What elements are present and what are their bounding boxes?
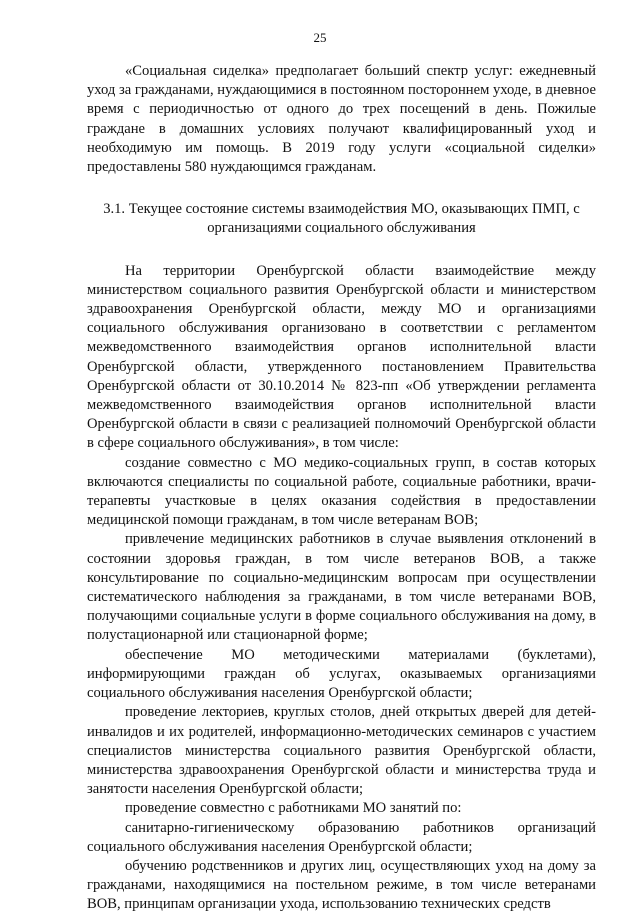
list-item: проведение совместно с работниками МО занятий по: [125, 800, 462, 817]
section-number: 3.1. [103, 201, 126, 218]
section-title: Текущее состояние системы взаимодействия МО, оказывающих ПМП, с организациями социального обслуживания [128, 201, 580, 237]
list-item: обучению родственников и других лиц, осуществляющих уход на дому за гражданами, находящимися на постельном режиме, в том числе ветеранами ВОВ, принципам организации ухода, использованию технических средств [87, 857, 596, 913]
list-item: создание совместно с МО медико-социальных групп, в состав которых включаются специалисты по социальной работе, социальные работники, врачи-терапевты участковые в целях оказания содействия в предоставлении медицинской помощи гражданам, в том числе ветеранам ВОВ; [87, 454, 596, 529]
list-item: проведение лекториев, круглых столов, дней открытых дверей для детей-инвалидов и их родителей, информационно-методических семинаров с участием специалистов министерства социального развития Оренбургской области, министерства здравоохранения Оренбургской области и министерства труда и занятости населения Оренбургской области; [87, 704, 596, 798]
page-number: 25 [313, 30, 327, 45]
list-item: привлечение медицинских работников в случае выявления отклонений в состоянии здоровья граждан, в том числе ветеранов ВОВ, а также консультирование по социально-медицинским вопросам при осуществлении систематического наблюдения за гражданами, в том числе ветеранами ВОВ, получающими социальные услуги в форме социального обслуживания на дому, в полустационарной или стационарной форме; [87, 531, 596, 644]
document-body [87, 62, 596, 915]
section-heading [87, 200, 596, 238]
list-item: обеспечение МО методическими материалами (буклетами), информирующими граждан об услугах, оказываемых организациями социального обслуживания населения Оренбургской области; [87, 646, 596, 702]
main-paragraph: На территории Оренбургской области взаимодействие между министерством социального развития Оренбургской области и министерством здравоохранения Оренбургской области, между МО и организациями социального обслуживания организовано в соответствии с регламентом межведомственного взаимодействия органов исполнительной власти Оренбургской области, утвержденного постановлением Правительства Оренбургской области от 30.10.2014 № 823-пп «Об утверждении регламента межведомственного взаимодействия органов исполнительной власти Оренбургской области в связи с реализацией полномочий Оренбургской области в сфере социального обслуживания», в том числе: [87, 262, 596, 452]
list-item: санитарно-гигиеническому образованию работников организаций социального обслуживания населения Оренбургской области; [87, 819, 596, 855]
intro-paragraph: «Социальная сиделка» предполагает больший спектр услуг: ежедневный уход за гражданами, нуждающимися в постоянном постороннем уходе, в дневное время с периодичностью от одного до трех посещений в день. Пожилые граждане в домашних условиях получают квалифицированный уход и необходимую им помощь. В 2019 году услуги «социальной сиделки» предоставлены 580 нуждающимся гражданам. [87, 63, 596, 176]
